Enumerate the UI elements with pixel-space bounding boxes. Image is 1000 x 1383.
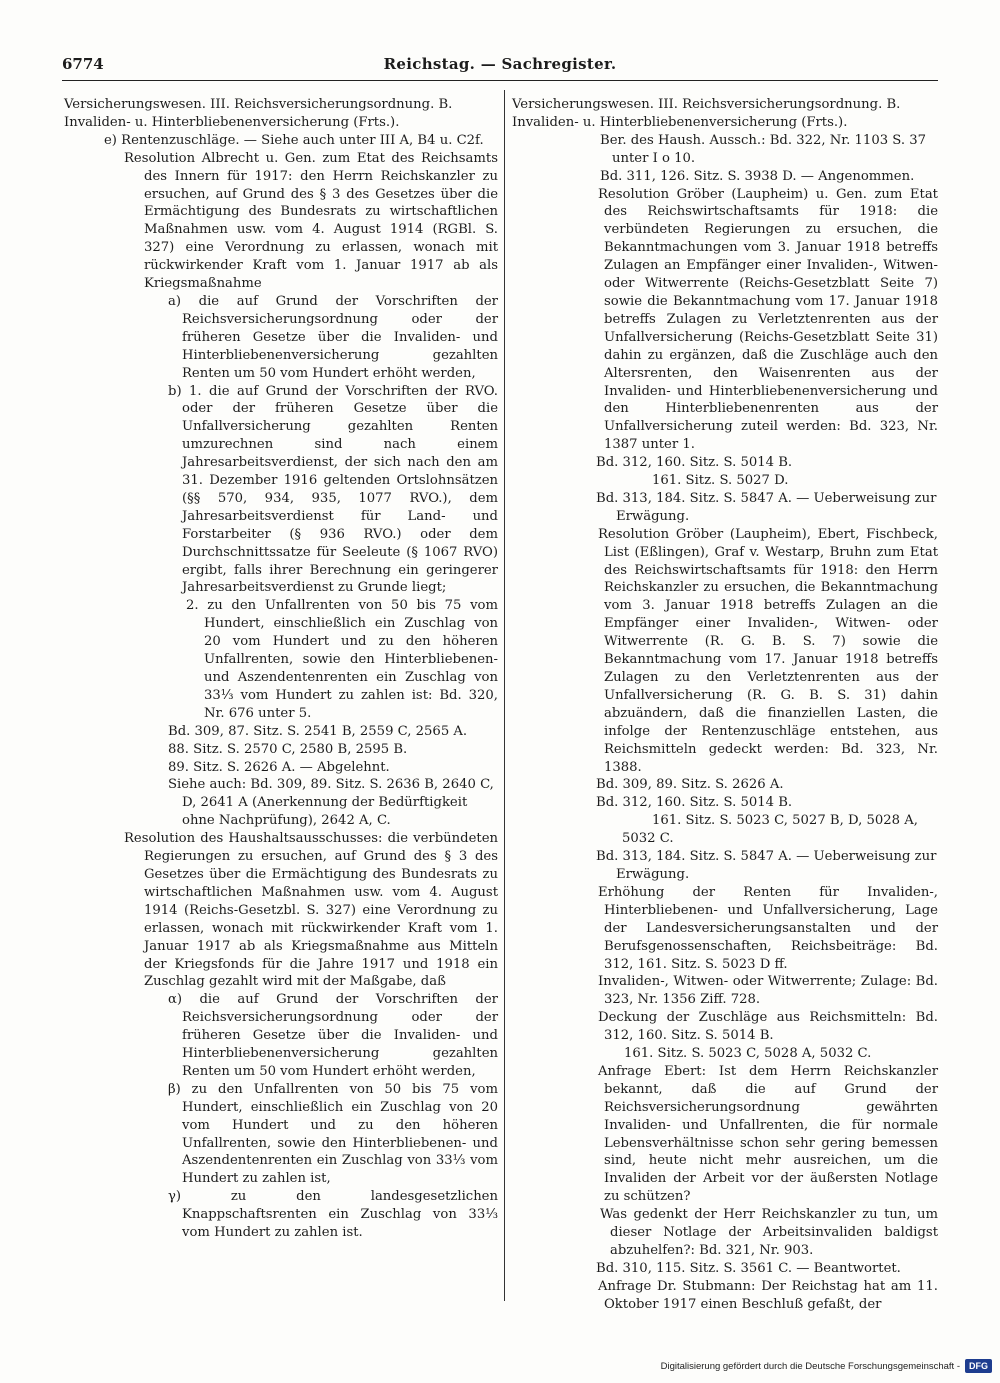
register-entry: Anfrage Dr. Stubmann: Der Reichstag hat am 11. Oktober 1917 einen Beschluß gefaßt, der (598, 1278, 938, 1312)
register-entry: γ) zu den landesgesetzlichen Knappschaftsrenten ein Zuschlag von 33⅓ vom Hundert zu zahlen ist. (168, 1189, 498, 1241)
register-entry: Resolution Gröber (Laupheim), Ebert, Fischbeck, List (Eßlingen), Graf v. Westarp, Bruhn zum Etat des Reichswirtschaftsamts für 1918: den Herrn Reichskanzler zu ersuchen, die Bekanntmachung vom 3. Januar 1918 betreffs Zulagen an die Empfänger einer Invaliden-, Witwen- oder Witwerrente (R. G. B. S. 7) sowie die Bekanntmachung vom 17. Januar 1918 betreffs Zulagen zu den Verletztenrenten aus der Unfallversicherung (R. G. B. S. 31) dahin abzuändern, daß die finanziellen Lasten, die infolge der Rentenzuschläge entstehen, aus Reichsmitteln gedeckt werden: Bd. 323, Nr. 1388. (598, 526, 938, 775)
register-entry: 161. Sitz. S. 5023 C, 5027 B, D, 5028 A, 5032 C. (622, 813, 918, 847)
register-entry: Resolution des Haushaltsausschusses: die verbündeten Regierungen zu ersuchen, auf Grund des § 3 des Gesetzes über die Ermächtigung des Bundesrats zu wirtschaftlichen Maßnahmen usw. vom 4. August 1914 (Reichs-Gesetzbl. S. 327) eine Verordnung zu erlassen, wonach mit rückwirkender Kraft vom 1. Januar 1917 ab als Kriegsmaßnahme aus Mitteln der Kriegsfonds für die Jahre 1917 und 1918 ein Zuschlag gezahlt wird mit der Maßgabe, daß (124, 831, 498, 990)
register-entry: Bd. 310, 115. Sitz. S. 3561 C. — Beantwortet. (596, 1260, 901, 1276)
register-entry: Bd. 312, 160. Sitz. S. 5014 B. (596, 455, 793, 471)
register-entry: Erhöhung der Renten für Invaliden-, Hinterbliebenen- und Unfallversicherung, Lage der Landesversicherungsanstalten und der Berufsgenossenschaften, Reichsbeiträge: Bd. 312, 161. Sitz. S. 5023 D ff. (598, 884, 938, 972)
register-entry: Resolution Albrecht u. Gen. zum Etat des Reichsamts des Innern für 1917: den Herrn Reichskanzler zu ersuchen, auf Grund des § 3 des Gesetzes über die Ermächtigung des Bundesrats zu wirtschaftlichen Maßnahmen usw. vom 4. August 1914 (RGBl. S. 327) eine Verordnung zu erlassen, wonach mit rückwirkender Kraft vom 1. Januar 1917 ab als Kriegsmaßnahme (124, 150, 498, 292)
column-divider (504, 90, 505, 1301)
register-entry: Invaliden-, Witwen- oder Witwerrente; Zulage: Bd. 323, Nr. 1356 Ziff. 728. (598, 974, 938, 1008)
footer (661, 1359, 992, 1373)
register-entry: 88. Sitz. S. 2570 C, 2580 B, 2595 B. (168, 741, 408, 757)
page-number: 6774 (62, 55, 104, 73)
left-column (64, 96, 498, 1242)
register-entry: Bd. 309, 89. Sitz. S. 2626 A. (596, 777, 784, 793)
register-entry: Deckung der Zuschläge aus Reichsmitteln: Bd. 312, 160. Sitz. S. 5014 B. (598, 1010, 938, 1044)
running-title: Reichstag. — Sachregister. (383, 55, 617, 73)
page-header (62, 55, 938, 77)
register-entry: Bd. 311, 126. Sitz. S. 3938 D. — Angenommen. (600, 168, 915, 184)
register-entry: Bd. 309, 87. Sitz. S. 2541 B, 2559 C, 2565 A. (168, 723, 468, 739)
register-entry: 161. Sitz. S. 5023 C, 5028 A, 5032 C. (624, 1046, 872, 1062)
register-entry: 89. Sitz. S. 2626 A. — Abgelehnt. (168, 759, 390, 775)
register-entry: Siehe auch: Bd. 309, 89. Sitz. S. 2636 B, 2640 C, D, 2641 A (Anerkennung der Bedürftigkeit ohne Nachprüfung), 2642 A, C. (168, 777, 494, 829)
register-entry: Ber. des Haush. Aussch.: Bd. 322, Nr. 1103 S. 37 unter I o 10. (600, 132, 927, 166)
register-entry: Bd. 312, 160. Sitz. S. 5014 B. (596, 795, 793, 811)
register-entry: Anfrage Ebert: Ist dem Herrn Reichskanzler bekannt, daß die auf Grund der Reichsversicherungsordnung gewährten Invaliden- und Unfallrenten, die für normale Lebensverhältnisse schon sehr gering bemessen sind, heute nicht mehr ausreichen, um die Invaliden der Arbeit vor der äußersten Notlage zu schützen? (598, 1063, 938, 1205)
register-entry: Bd. 313, 184. Sitz. S. 5847 A. — Ueberweisung zur Erwägung. (596, 490, 937, 524)
register-entry: e) Rentenzuschläge. — Siehe auch unter III A, B4 u. C2f. (104, 132, 484, 148)
footer-credit: Digitalisierung gefördert durch die Deutsche Forschungsgemeinschaft - (660, 1360, 960, 1372)
section-heading: Versicherungswesen. III. Reichsversicherungsordnung. B. Invaliden- u. Hinterbliebenenversicherung (Frts.). (512, 97, 901, 130)
register-entry: a) die auf Grund der Vorschriften der Reichsversicherungsordnung oder der früheren Gesetze über die Invaliden- und Hinterbliebenenversicherung gezahlten Renten um 50 vom Hundert erhöht werden, (168, 293, 498, 381)
register-entry: α) die auf Grund der Vorschriften der Reichsversicherungsordnung oder der früheren Gesetze über die Invaliden- und Hinterbliebenenversicherung gezahlten Renten um 50 vom Hundert erhöht werden, (168, 992, 498, 1079)
section-heading: Versicherungswesen. III. Reichsversicherungsordnung. B. Invaliden- u. Hinterbliebenenversicherung (Frts.). (64, 97, 453, 130)
register-entry: b) 1. die auf Grund der Vorschriften der RVO. oder der früheren Gesetze über die Unfallversicherung gezahlten Renten umzurechnen sind nach einem Jahresarbeitsverdienst, der sich nach den am 31. Dezember 1916 geltenden Ortslohnsätzen (§§ 570, 934, 935, 1077 RVO.), dem Jahresarbeitsverdienst für Land- und Forstarbeiter (§ 936 RVO.) oder dem Durchschnittssatze für Seeleute (§ 1067 RVO) ergibt, falls ihrer Berechnung ein geringerer Jahresarbeitsverdienst zu Grunde liegt; (168, 383, 498, 596)
register-entry: Resolution Gröber (Laupheim) u. Gen. zum Etat des Reichswirtschaftsamts für 1918: die verbündeten Regierungen zu ersuchen, die Bekanntmachungen vom 3. Januar 1918 betreffs Zulagen an Empfänger einer Invaliden-, Witwen- oder Witwerrente (Reichs-Gesetzblatt Seite 7) sowie die Bekanntmachung vom 17. Januar 1918 betreffs Zulagen zu Verletztenrenten aus der Unfallversicherung (Reichs-Gesetzblatt Seite 31) dahin zu ergänzen, daß die Zuschläge auch den Altersrenten, den Waisenrenten aus der Invaliden- und Hinterbliebenenversicherung und den Hinterbliebenenrenten aus der Unfallversicherung zuteil werden: Bd. 323, Nr. 1387 unter 1. (598, 186, 938, 453)
register-entry: Bd. 313, 184. Sitz. S. 5847 A. — Ueberweisung zur Erwägung. (596, 849, 937, 882)
register-entry: β) zu den Unfallrenten von 50 bis 75 vom Hundert, einschließlich ein Zuschlag von 20 vom Hundert und zu den höheren Unfallrenten, sowie den Hinterbliebenen- und Aszendentenrenten ein Zuschlag von 33⅓ vom Hundert zu zahlen ist, (168, 1081, 498, 1187)
register-entry: Was gedenkt der Herr Reichskanzler zu tun, um dieser Notlage der Arbeitsinvaliden baldigst abzuhelfen?: Bd. 321, Nr. 903. (600, 1207, 938, 1258)
right-column (512, 96, 938, 1314)
register-entry: 2. zu den Unfallrenten von 50 bis 75 vom Hundert, einschließlich ein Zuschlag von 20 vom Hundert und zu den höheren Unfallrenten, sowie den Hinterbliebenen- und Aszendentenrenten ein Zuschlag von 33⅓ vom Hundert zu zahlen ist: Bd. 320, Nr. 676 unter 5. (186, 598, 498, 721)
dfg-logo: DFG (965, 1359, 992, 1373)
register-entry: 161. Sitz. S. 5027 D. (652, 473, 789, 489)
header-rule (62, 80, 938, 81)
